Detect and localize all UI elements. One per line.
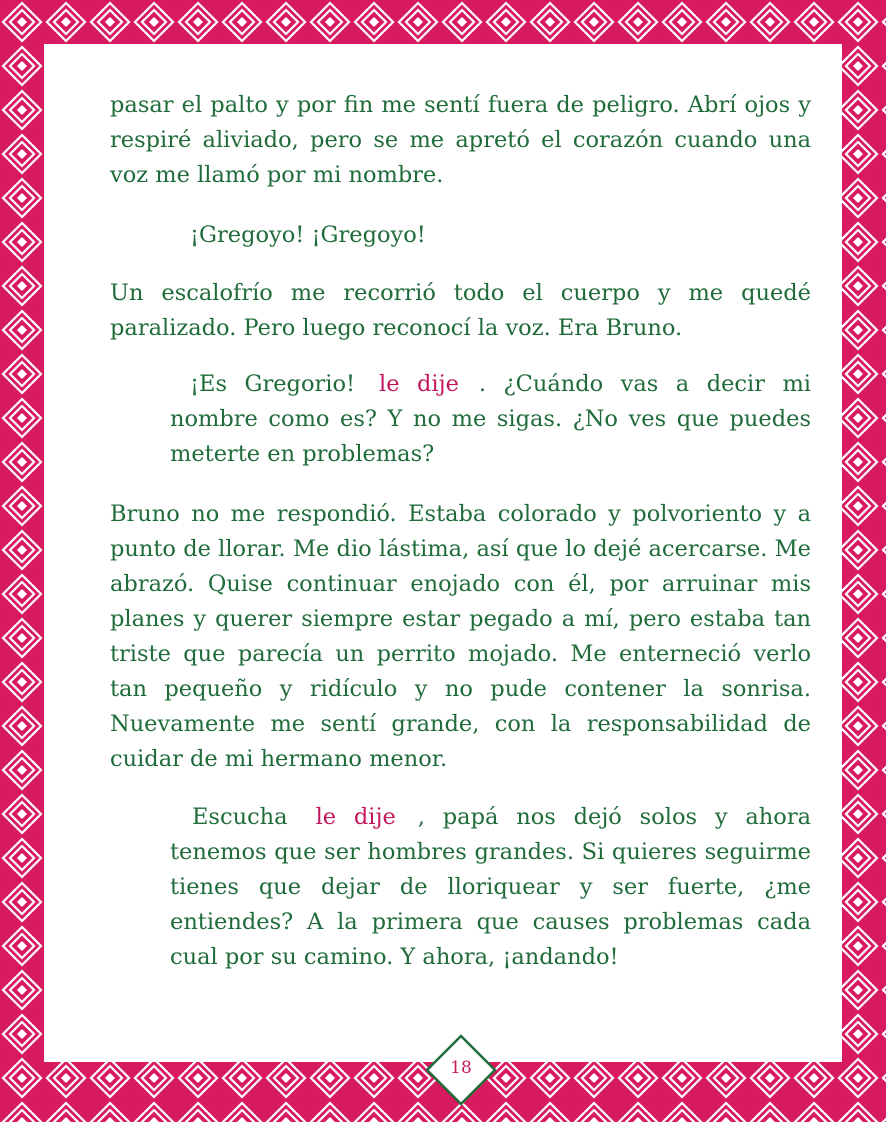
paragraph-4-dialogue <box>170 367 811 472</box>
dialogue-tag: le dije <box>315 804 396 830</box>
dialogue-text: . ¿Cuándo vas a decir mi nombre como es? Y no me sigas. ¿No ves que puedes meterte en problemas? <box>170 371 811 467</box>
dialogue-text: Escucha <box>192 804 288 830</box>
paragraph-2-text: ¡Gregoyo! ¡Gregoyo! <box>190 222 426 248</box>
paragraph-5-text: Bruno no me respondió. Estaba colorado y polvoriento y a punto de llorar. Me dio lástima, así que lo dejé acercarse. Me abrazó. Quise continuar enojado con él, por arruinar mis planes y querer siempre estar pegado a mí, pero estaba tan triste que parecía un perrito mojado. Me enterneció verlo tan pequeño y ridículo y no pude contener la sonrisa. Nuevamente me sentí grande, con la responsabilidad de cuidar de mi hermano menor. <box>110 501 811 772</box>
dialogue-text: ¡Es Gregorio! <box>190 371 356 397</box>
paragraph-1-text: pasar el palto y por fin me sentí fuera de peligro. Abrí ojos y respiré aliviado, pero se me apretó el corazón cuando una voz me llamó por mi nombre. <box>110 92 811 188</box>
paragraph-6-dialogue <box>170 800 811 975</box>
paragraph-1 <box>110 88 811 193</box>
paragraph-5 <box>110 497 811 777</box>
dialogue-tag: le dije <box>379 371 459 397</box>
dialogue-text: , papá nos dejó solos y ahora tenemos que ser hombres grandes. Si quieres seguirme tienes que dejar de lloriquear y ser fuerte, ¿me entiendes? A la primera que causes problemas cada cual por su camino. Y ahora, ¡andando! <box>170 804 811 970</box>
paragraph-3 <box>110 276 811 346</box>
paragraph-3-text: Un escalofrío me recorrió todo el cuerpo y me quedé paralizado. Pero luego reconocí la voz. Era Bruno. <box>110 280 811 341</box>
page-number: 18 <box>450 1058 472 1078</box>
paragraph-2 <box>190 218 811 253</box>
